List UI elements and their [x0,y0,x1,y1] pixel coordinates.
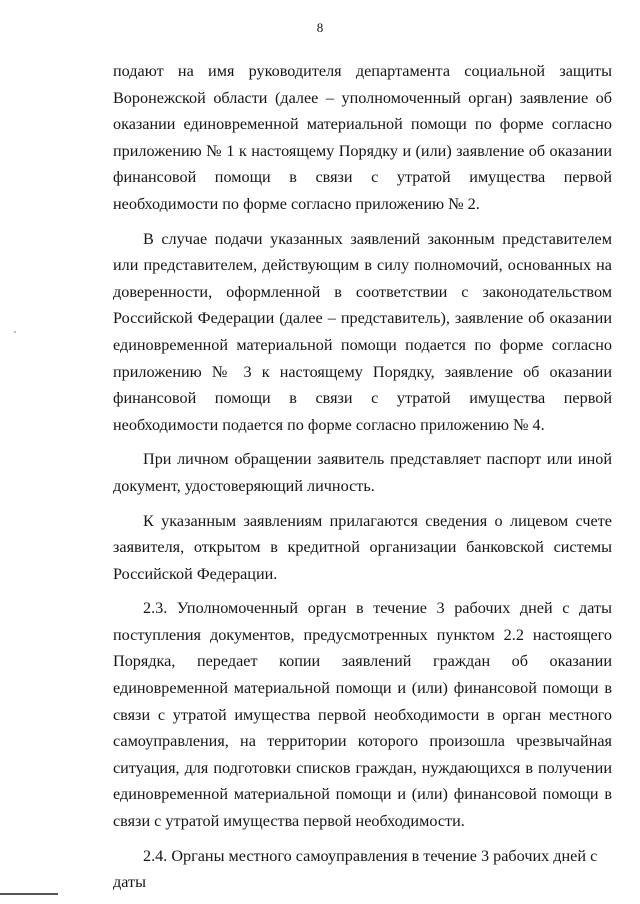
document-body [113,58,612,904]
paragraph-application-submission: подают на имя руководителя департамента социальной защиты Воронежской области (далее – уполномоченный орган) заявление об оказании единовременной материальной помощи по форме согласно приложению № 1 к настоящему Порядку и (или) заявление об оказании финансовой помощи в связи с утратой имущества первой необходимости по форме согласно приложению № 2. [113,62,612,213]
paragraph-identity-document: При личном обращении заявитель представляет паспорт или иной документ, удостоверяющий личность. [113,450,612,495]
paragraph-clause-2-3: 2.3. Уполномоченный орган в течение 3 рабочих дней с даты поступления документов, предусмотренных пунктом 2.2 настоящего Порядка, передает копии заявлений граждан об оказании единовременной материальной помощи и (или) финансовой помощи в связи с утратой имущества первой необходимости в орган местного самоуправления, на территории которого произошла чрезвычайная ситуация, для подготовки списков граждан, нуждающихся в получении единовременной материальной помощи и (или) финансовой помощи в связи с утратой имущества первой необходимости. [113,599,612,831]
scan-artifact-dot [14,331,16,333]
scan-edge-mark [0,893,58,895]
paragraph-clause-2-4: 2.4. Органы местного самоуправления в течение 3 рабочих дней с даты [113,846,598,892]
paragraph-bank-account: К указанным заявлениям прилагаются сведения о лицевом счете заявителя, открытом в кредитной организации банковской системы Российской Федерации. [113,511,612,583]
page-number: 8 [316,20,324,35]
paragraph-representative: В случае подачи указанных заявлений законным представителем или представителем, действующим в силу полномочий, основанных на доверенности, оформленной в соответствии с законодательством Российской Федерации (далее – представитель), заявление об оказании единовременной материальной помощи подается по форме согласно приложению № 3 к настоящему Порядку, заявление об оказании финансовой помощи в связи с утратой имущества первой необходимости подается по форме согласно приложению № 4. [113,229,612,434]
